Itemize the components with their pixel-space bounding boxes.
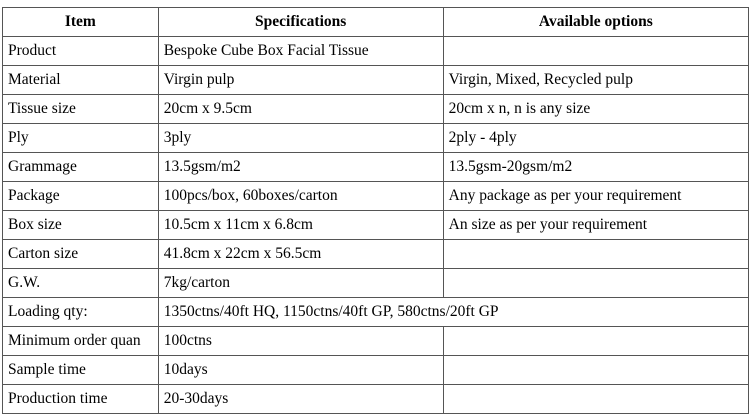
row-item: Grammage: [3, 153, 159, 182]
table-row: [3, 153, 749, 182]
table-row: [3, 269, 749, 298]
table-row: [3, 182, 749, 211]
row-item: Box size: [3, 211, 159, 240]
row-option: 20cm x n, n is any size: [443, 95, 748, 124]
row-item: Carton size: [3, 240, 159, 269]
row-item: Ply: [3, 124, 159, 153]
row-spec: 20-30days: [158, 385, 443, 414]
row-item: Material: [3, 66, 159, 95]
row-option: An size as per your requirement: [443, 211, 748, 240]
header-available-options: Available options: [443, 8, 748, 37]
row-option: 13.5gsm-20gsm/m2: [443, 153, 748, 182]
table-row: [3, 124, 749, 153]
row-spec: 3ply: [158, 124, 443, 153]
row-spec: 100ctns: [158, 327, 443, 356]
specifications-table: [2, 7, 749, 414]
row-spec: 100pcs/box, 60boxes/carton: [158, 182, 443, 211]
table-row: [3, 211, 749, 240]
table-row: [3, 298, 749, 327]
table-row: [3, 240, 749, 269]
header-item: Item: [3, 8, 159, 37]
table-row: [3, 66, 749, 95]
row-option: [443, 385, 748, 414]
row-item: Product: [3, 37, 159, 66]
table-row: [3, 95, 749, 124]
row-item: Production time: [3, 385, 159, 414]
table-row: [3, 356, 749, 385]
row-spec: 10.5cm x 11cm x 6.8cm: [158, 211, 443, 240]
row-item: Sample time: [3, 356, 159, 385]
row-option: [443, 327, 748, 356]
row-option: [443, 240, 748, 269]
row-option: [443, 269, 748, 298]
row-option: [443, 356, 748, 385]
table-row: [3, 37, 749, 66]
row-item: Minimum order quan: [3, 327, 159, 356]
row-option: Virgin, Mixed, Recycled pulp: [443, 66, 748, 95]
row-item: Tissue size: [3, 95, 159, 124]
row-spec: 20cm x 9.5cm: [158, 95, 443, 124]
table-row: [3, 327, 749, 356]
row-item: Loading qty:: [3, 298, 159, 327]
header-specifications: Specifications: [158, 8, 443, 37]
row-option: Any package as per your requirement: [443, 182, 748, 211]
row-option: [443, 37, 748, 66]
row-item: G.W.: [3, 269, 159, 298]
row-spec: 10days: [158, 356, 443, 385]
table-row: [3, 385, 749, 414]
row-spec: Bespoke Cube Box Facial Tissue: [158, 37, 443, 66]
row-spec: 13.5gsm/m2: [158, 153, 443, 182]
row-item: Package: [3, 182, 159, 211]
row-option: 2ply - 4ply: [443, 124, 748, 153]
table-header-row: [3, 8, 749, 37]
row-spec: 7kg/carton: [158, 269, 443, 298]
row-spec: 41.8cm x 22cm x 56.5cm: [158, 240, 443, 269]
row-spec-loading: 1350ctns/40ft HQ, 1150ctns/40ft GP, 580ctns/20ft GP: [158, 298, 748, 327]
row-spec: Virgin pulp: [158, 66, 443, 95]
